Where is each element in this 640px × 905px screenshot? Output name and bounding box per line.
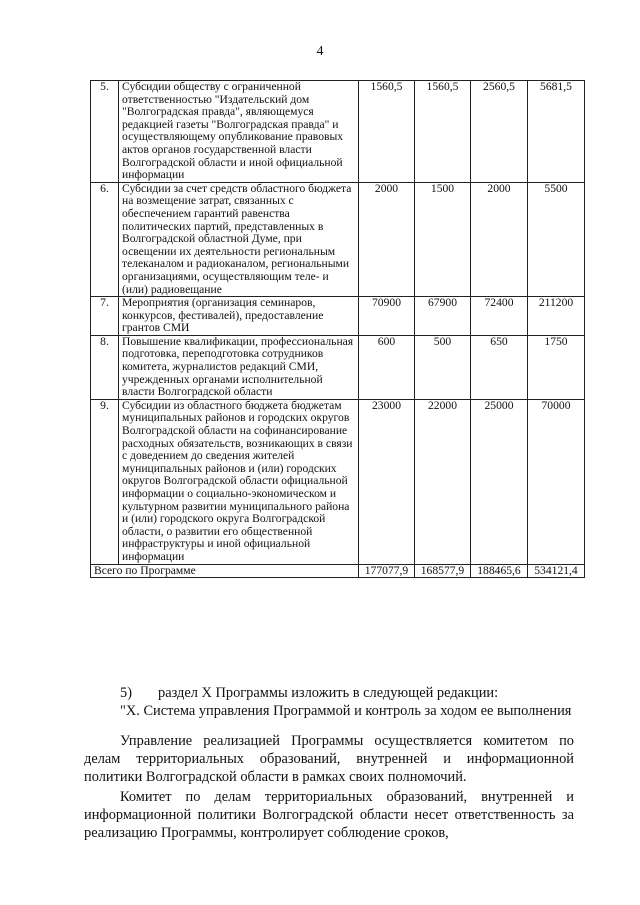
row-value: 500 bbox=[415, 335, 471, 399]
row-number: 7. bbox=[91, 297, 119, 336]
row-value: 1750 bbox=[528, 335, 585, 399]
row-value: 2000 bbox=[359, 182, 415, 296]
table-total-row bbox=[91, 564, 585, 578]
row-value: 70000 bbox=[528, 399, 585, 564]
row-value: 1560,5 bbox=[415, 81, 471, 183]
row-value: 23000 bbox=[359, 399, 415, 564]
item-number: 5) bbox=[120, 685, 132, 701]
total-value: 168577,9 bbox=[415, 564, 471, 578]
budget-table bbox=[90, 80, 585, 578]
row-description: Субсидии обществу с ограниченной ответственностью "Издательский дом "Волгоградская правда", являющемуся редакцией газеты "Волгоградская правда" и осуществляющему опубликование правовых актов органов государственной власти Волгоградской области и иной официальной информации bbox=[119, 81, 359, 183]
row-value: 1560,5 bbox=[359, 81, 415, 183]
row-value: 70900 bbox=[359, 297, 415, 336]
row-description: Мероприятия (организация семинаров, конкурсов, фестивалей), предоставление грантов СМИ bbox=[119, 297, 359, 336]
row-number: 8. bbox=[91, 335, 119, 399]
table-row bbox=[91, 399, 585, 564]
row-value: 1500 bbox=[415, 182, 471, 296]
table-row bbox=[91, 335, 585, 399]
row-description: Субсидии из областного бюджета бюджетам муниципальных районов и городских округов Волгоградской области на софинансирование расходных обязательств, возникающих в связи с доведением до сведения жителей муниципальных районов и (или) городских округов Волгоградской области официальной информации о социально-экономическом и культурном развитии муниципального района и (или) городского округа Волгоградской области, о развитии его общественной инфраструктуры и иной официальной информации bbox=[119, 399, 359, 564]
row-value: 67900 bbox=[415, 297, 471, 336]
total-value: 534121,4 bbox=[528, 564, 585, 578]
row-value: 2000 bbox=[471, 182, 528, 296]
row-value: 2560,5 bbox=[471, 81, 528, 183]
row-number: 6. bbox=[91, 182, 119, 296]
row-value: 25000 bbox=[471, 399, 528, 564]
total-value: 177077,9 bbox=[359, 564, 415, 578]
row-number: 9. bbox=[91, 399, 119, 564]
row-value: 5681,5 bbox=[528, 81, 585, 183]
amendment-item bbox=[84, 684, 574, 702]
item-text: раздел X Программы изложить в следующей редакции: bbox=[158, 685, 499, 701]
row-value: 72400 bbox=[471, 297, 528, 336]
section-heading: "X. Система управления Программой и контроль за ходом ее выполнения bbox=[120, 703, 572, 719]
paragraph-responsibility: Комитет по делам территориальных образований, внутренней и информационной политики Волгоградской области несет ответственность за реализацию Программы, контролирует соблюдение сроков, bbox=[84, 789, 574, 841]
row-description: Повышение квалификации, профессиональная подготовка, переподготовка сотрудников комитета, журналистов редакций СМИ, учрежденных органами исполнительной власти Волгоградской области bbox=[119, 335, 359, 399]
total-value: 188465,6 bbox=[471, 564, 528, 578]
table-row bbox=[91, 81, 585, 183]
table-row bbox=[91, 297, 585, 336]
row-value: 650 bbox=[471, 335, 528, 399]
table-row bbox=[91, 182, 585, 296]
total-label: Всего по Программе bbox=[91, 564, 359, 578]
row-description: Субсидии за счет средств областного бюджета на возмещение затрат, связанных с обеспечением гарантий равенства политических партий, представленных в Волгоградской областной Думе, при освещении их деятельности региональным телеканалом и радиоканалом, региональными организациями, осуществляющим теле- и (или) радиовещание bbox=[119, 182, 359, 296]
row-value: 600 bbox=[359, 335, 415, 399]
row-value: 5500 bbox=[528, 182, 585, 296]
row-number: 5. bbox=[91, 81, 119, 183]
page-number: 4 bbox=[316, 44, 324, 59]
row-value: 211200 bbox=[528, 297, 585, 336]
row-value: 22000 bbox=[415, 399, 471, 564]
paragraph-management: Управление реализацией Программы осуществляется комитетом по делам территориальных образований, внутренней и информационной политики Волгоградской области в рамках своих полномочий. bbox=[84, 733, 574, 785]
